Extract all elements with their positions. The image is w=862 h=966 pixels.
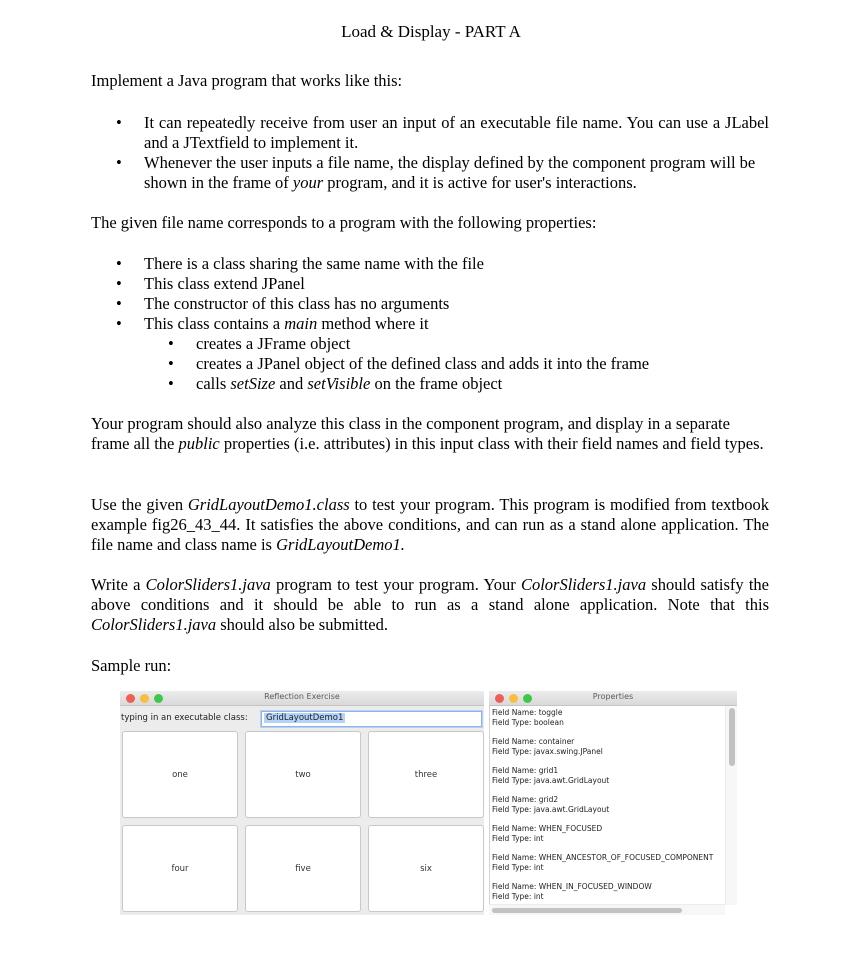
- properties-text-area[interactable]: [489, 706, 725, 905]
- main-step-item: • creates a JPanel object of the defined class and adds it into the frame: [168, 354, 768, 374]
- intro-text: Implement a Java program that works like this:: [91, 71, 403, 90]
- properties-intro: The given file name corresponds to a program with the following properties:: [91, 213, 597, 232]
- main-step-item: • calls setSize and setVisible on the frame object: [168, 374, 768, 394]
- requirement-item: • It can repeatedly receive from user an input of an executable file name. You can use a JLabel and a JTextfield to implement it.: [116, 113, 769, 153]
- vertical-scrollbar-thumb[interactable]: [729, 708, 735, 766]
- requirement-item: • Whenever the user inputs a file name, the display defined by the component program will be shown in the frame of your program, and it is active for user's interactions.: [116, 153, 769, 193]
- page-title: Load & Display - PART A: [341, 22, 521, 41]
- field-entry: Field Name: toggle Field Type: boolean: [492, 708, 564, 727]
- properties-list: [116, 254, 769, 334]
- main-steps-list: [168, 334, 768, 394]
- analyze-paragraph: Your program should also analyze this class in the component program, and display in a separate frame all the public properties (i.e. attributes) in this input class with their field names and field types.: [91, 414, 764, 453]
- grid-button-two[interactable]: two: [245, 731, 361, 818]
- grid-button-four[interactable]: four: [122, 825, 238, 912]
- requirements-list: [116, 113, 769, 193]
- field-entry: Field Name: container Field Type: javax.swing.JPanel: [492, 737, 603, 756]
- main-step-item: • creates a JFrame object: [168, 334, 768, 354]
- sample-run-label: Sample run:: [91, 656, 172, 675]
- horizontal-scrollbar-track[interactable]: [489, 904, 725, 915]
- properties-window: [489, 691, 737, 915]
- test-paragraph: Use the given GridLayoutDemo1.class to test your program. This program is modified from textbook example fig26_43_44. It satisfies the above conditions, and can run as a stand alone application. The file name and class name is GridLayoutDemo1.: [91, 495, 769, 554]
- class-input-label: typing in an executable class:: [121, 713, 248, 723]
- property-item: • This class contains a main method where it: [116, 314, 769, 334]
- grid-button-six[interactable]: six: [368, 825, 484, 912]
- class-name-input[interactable]: [261, 711, 482, 727]
- window-titlebar[interactable]: [120, 691, 484, 706]
- window-title: Properties: [592, 692, 634, 701]
- field-entry: Field Name: WHEN_ANCESTOR_OF_FOCUSED_COMPONENT Field Type: int: [492, 853, 714, 872]
- horizontal-scrollbar-thumb[interactable]: [492, 908, 682, 913]
- grid-button-three[interactable]: three: [368, 731, 484, 818]
- write-paragraph: Write a ColorSliders1.java program to test your program. Your ColorSliders1.java should satisfy the above conditions and it should be able to run as a stand alone application. Note that this ColorSliders1.java should also be submitted.: [91, 575, 769, 634]
- reflection-exercise-window: [120, 691, 484, 915]
- class-name-input-value: GridLayoutDemo1: [266, 713, 344, 723]
- window-titlebar[interactable]: [489, 691, 737, 706]
- field-entry: Field Name: WHEN_FOCUSED Field Type: int: [492, 824, 603, 843]
- property-item: • This class extend JPanel: [116, 274, 769, 294]
- grid-button-five[interactable]: five: [245, 825, 361, 912]
- property-item: • There is a class sharing the same name with the file: [116, 254, 769, 274]
- window-title: Reflection Exercise: [264, 692, 340, 701]
- grid-layout-panel: [122, 731, 484, 912]
- field-entry: Field Name: grid1 Field Type: java.awt.GridLayout: [492, 766, 610, 785]
- field-entry: Field Name: grid2 Field Type: java.awt.GridLayout: [492, 795, 610, 814]
- field-entry: Field Name: WHEN_IN_FOCUSED_WINDOW Field Type: int: [492, 882, 652, 901]
- grid-button-one[interactable]: one: [122, 731, 238, 818]
- property-item: • The constructor of this class has no arguments: [116, 294, 769, 314]
- class-input-row: [120, 710, 484, 728]
